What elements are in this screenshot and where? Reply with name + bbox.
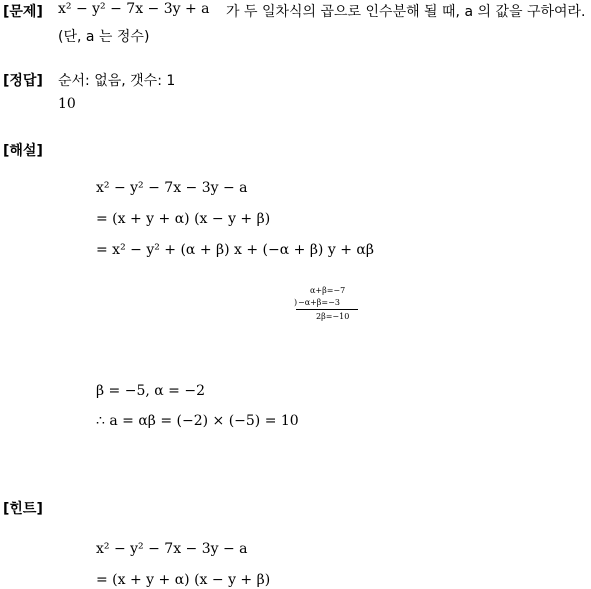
solution-line-2: = (x + y + α) (x − y + β) <box>96 211 271 227</box>
answer-line-1: 순서: 없음, 갯수: 1 <box>58 73 176 89</box>
hint-line-1: x² − y² − 7x − 3y − a <box>96 541 248 557</box>
problem-text: 가 두 일차식의 곱으로 인수분해 될 때, a 의 값을 구하여라. <box>226 4 586 20</box>
system-eq-1: α+β=−7 <box>310 286 346 295</box>
solution-result-2: ∴ a = αβ = (−2) × (−5) = 10 <box>96 413 299 429</box>
solution-label: [해설] <box>3 143 43 159</box>
solution-line-1: x² − y² − 7x − 3y − a <box>96 180 248 196</box>
problem-label: [문제] <box>3 4 43 20</box>
system-divider <box>296 309 358 310</box>
system-eq-3: 2β=−10 <box>316 312 350 321</box>
system-eq-2: −α+β=−3 <box>298 298 340 307</box>
system-operator: ) <box>294 298 298 307</box>
hint-label: [힌트] <box>3 501 43 517</box>
solution-result-1: β = −5, α = −2 <box>96 383 205 399</box>
solution-line-3: = x² − y² + (α + β) x + (−α + β) y + αβ <box>96 242 374 258</box>
answer-value: 10 <box>58 96 76 112</box>
problem-note: (단, a 는 정수) <box>58 29 150 45</box>
problem-expression: x² − y² − 7x − 3y + a <box>58 1 210 17</box>
answer-label: [정답] <box>3 73 43 89</box>
hint-line-2: = (x + y + α) (x − y + β) <box>96 572 271 588</box>
